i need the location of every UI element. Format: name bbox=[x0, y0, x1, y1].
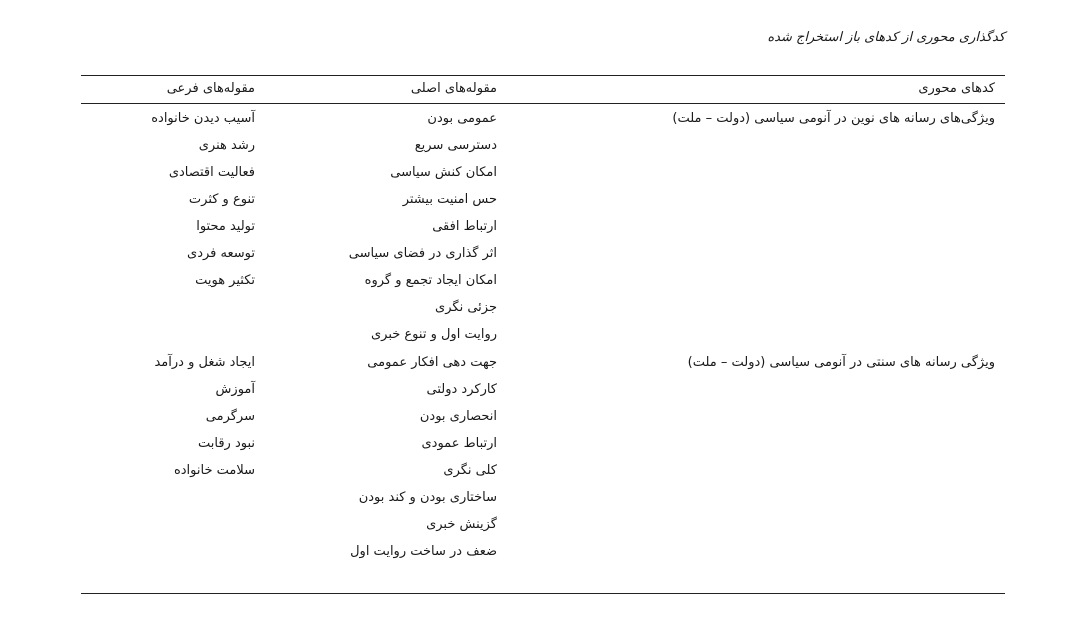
table-top-rule bbox=[81, 75, 1005, 76]
sub-category: آسیب دیدن خانواده bbox=[151, 111, 255, 126]
header-main-categories: مقوله‌های اصلی bbox=[410, 81, 497, 96]
table-header-rule bbox=[81, 103, 1005, 104]
main-category: اثر گذاری در فضای سیاسی bbox=[348, 246, 497, 261]
main-category: امکان کنش سیاسی bbox=[390, 165, 497, 180]
header-sub-categories: مقوله‌های فرعی bbox=[166, 81, 255, 96]
sub-category: نبود رقابت bbox=[197, 436, 255, 451]
sub-category: توسعه فردی bbox=[187, 246, 255, 261]
sub-category: سلامت خانواده bbox=[173, 463, 255, 478]
axial-code-traditional-media: ویژگی رسانه های سنتی در آنومی سیاسی (دولت – ملت) bbox=[687, 355, 995, 370]
sub-category: تکثیر هویت bbox=[195, 273, 255, 288]
main-category: روایت اول و تنوع خبری bbox=[370, 327, 497, 342]
main-category: حس امنیت بیشتر bbox=[402, 192, 497, 207]
main-category: گزینش خبری bbox=[426, 517, 497, 532]
main-category: دسترسی سریع bbox=[414, 138, 497, 153]
sub-category: تنوع و کثرت bbox=[188, 192, 255, 207]
main-category: ضعف در ساخت روایت اول bbox=[350, 544, 497, 559]
main-category: ارتباط افقی bbox=[432, 219, 497, 234]
sub-category: رشد هنری bbox=[198, 138, 255, 153]
sub-category: سرگرمی bbox=[205, 409, 255, 424]
main-category: انحصاری بودن bbox=[419, 409, 497, 424]
sub-category: ایجاد شغل و درآمد bbox=[154, 355, 255, 370]
main-category: جزئی نگری bbox=[435, 300, 497, 315]
sub-category: آموزش bbox=[215, 382, 255, 397]
main-category: جهت دهی افکار عمومی bbox=[367, 355, 497, 370]
header-axial-codes: کدهای محوری bbox=[918, 81, 995, 96]
main-category: امکان ایجاد تجمع و گروه bbox=[364, 273, 497, 288]
main-category: عمومی بودن bbox=[427, 111, 497, 126]
main-category: ساختاری بودن و کند بودن bbox=[358, 490, 497, 505]
sub-category: فعالیت اقتصادی bbox=[168, 165, 255, 180]
axial-code-new-media: ویژگی‌های رسانه های نوین در آنومی سیاسی (دولت – ملت) bbox=[672, 111, 995, 126]
main-category: ارتباط عمودی bbox=[421, 436, 497, 451]
table-caption: کدگذاری محوری از کدهای باز استخراج شده bbox=[767, 30, 1005, 45]
table-bottom-rule bbox=[81, 593, 1005, 594]
sub-category: تولید محتوا bbox=[196, 219, 255, 234]
main-category: کارکرد دولتی bbox=[426, 382, 497, 397]
main-category: کلی نگری bbox=[443, 463, 497, 478]
